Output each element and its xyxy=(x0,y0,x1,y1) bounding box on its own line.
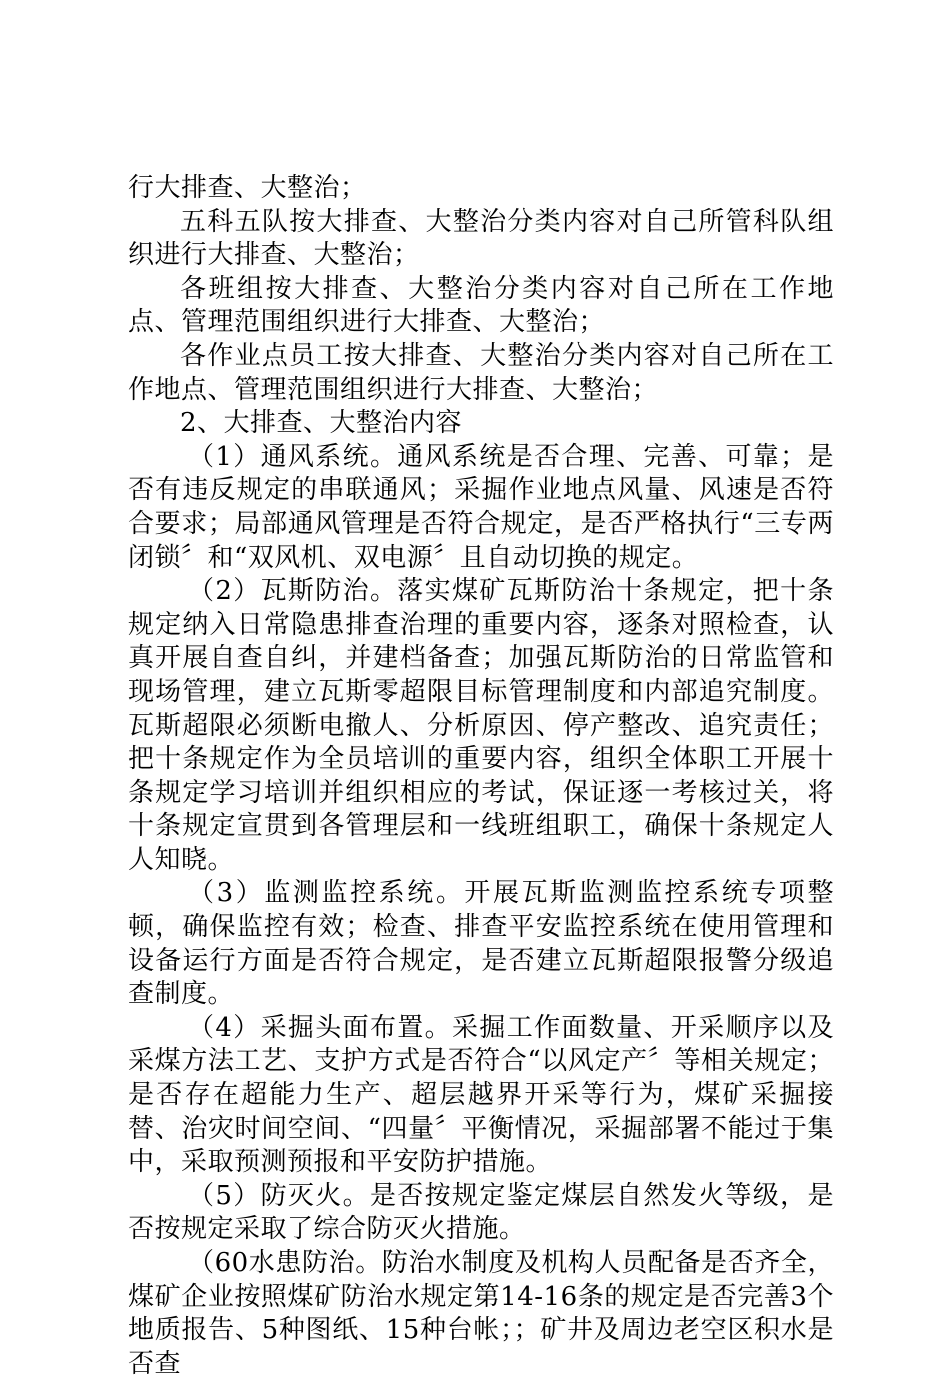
section-heading: 2、大排查、大整治内容 xyxy=(180,408,463,439)
paragraph-ventilation: （1）通风系统。通风系统是否合理、完善、可靠；是否有违反规定的串联通风；采掘作业地点风量、风速是否符合要求；局部通风管理是否符合规定，是否严格执行“三专两闭锁〞和“双风机、双电源〞且自动切换的规定。 xyxy=(128,441,834,573)
paragraph-1: 行大排查、大整治； xyxy=(128,173,367,203)
paragraph-fire-prevention: （5）防灭火。是否按规定鉴定煤层自然发火等级，是否按规定采取了综合防灭火措施。 xyxy=(128,1180,834,1245)
paragraph-2: 五科五队按大排查、大整治分类内容对自己所管科队组织进行大排查、大整治； xyxy=(128,206,834,271)
document-body xyxy=(128,172,834,1381)
paragraph-mining-layout: （4）采掘头面布置。采掘工作面数量、开采顺序以及采煤方法工艺、支护方式是否符合“以风定产〞等相关规定；是否存在超能力生产、超层越界开采等行为，煤矿采掘接替、治灾时间空间、“四量〞平衡情况，采掘部署不能过于集中，采取预测预报和平安防护措施。 xyxy=(128,1012,834,1178)
paragraph-monitoring: （3）监测监控系统。开展瓦斯监测监控系统专项整顿，确保监控有效；检查、排查平安监控系统在使用管理和设备运行方面是否符合规定，是否建立瓦斯超限报警分级追查制度。 xyxy=(128,878,834,1010)
paragraph-water-hazard: （60水患防治。防治水制度及机构人员配备是否齐全，煤矿企业按照煤矿防治水规定第14-16条的规定是否完善3个地质报告、5种图纸、15种台帐；；矿井及周边老空区积水是否查 xyxy=(128,1248,834,1379)
paragraph-gas-control: （2）瓦斯防治。落实煤矿瓦斯防治十条规定，把十条规定纳入日常隐患排查治理的重要内容，逐条对照检查，认真开展自查自纠，并建档备查；加强瓦斯防治的日常监管和现场管理，建立瓦斯零超限目标管理制度和内部追究制度。瓦斯超限必须断电撤人、分析原因、停产整改、追究责任；把十条规定作为全员培训的重要内容，组织全体职工开展十条规定学习培训并组织相应的考试，保证逐一考核过关，将十条规定宣贯到各管理层和一线班组职工，确保十条规定人人知晓。 xyxy=(128,576,834,875)
paragraph-4: 各作业点员工按大排查、大整治分类内容对自己所在工作地点、管理范围组织进行大排查、大整治； xyxy=(128,340,834,405)
paragraph-3: 各班组按大排查、大整治分类内容对自己所在工作地点、管理范围组织进行大排查、大整治； xyxy=(128,273,834,338)
